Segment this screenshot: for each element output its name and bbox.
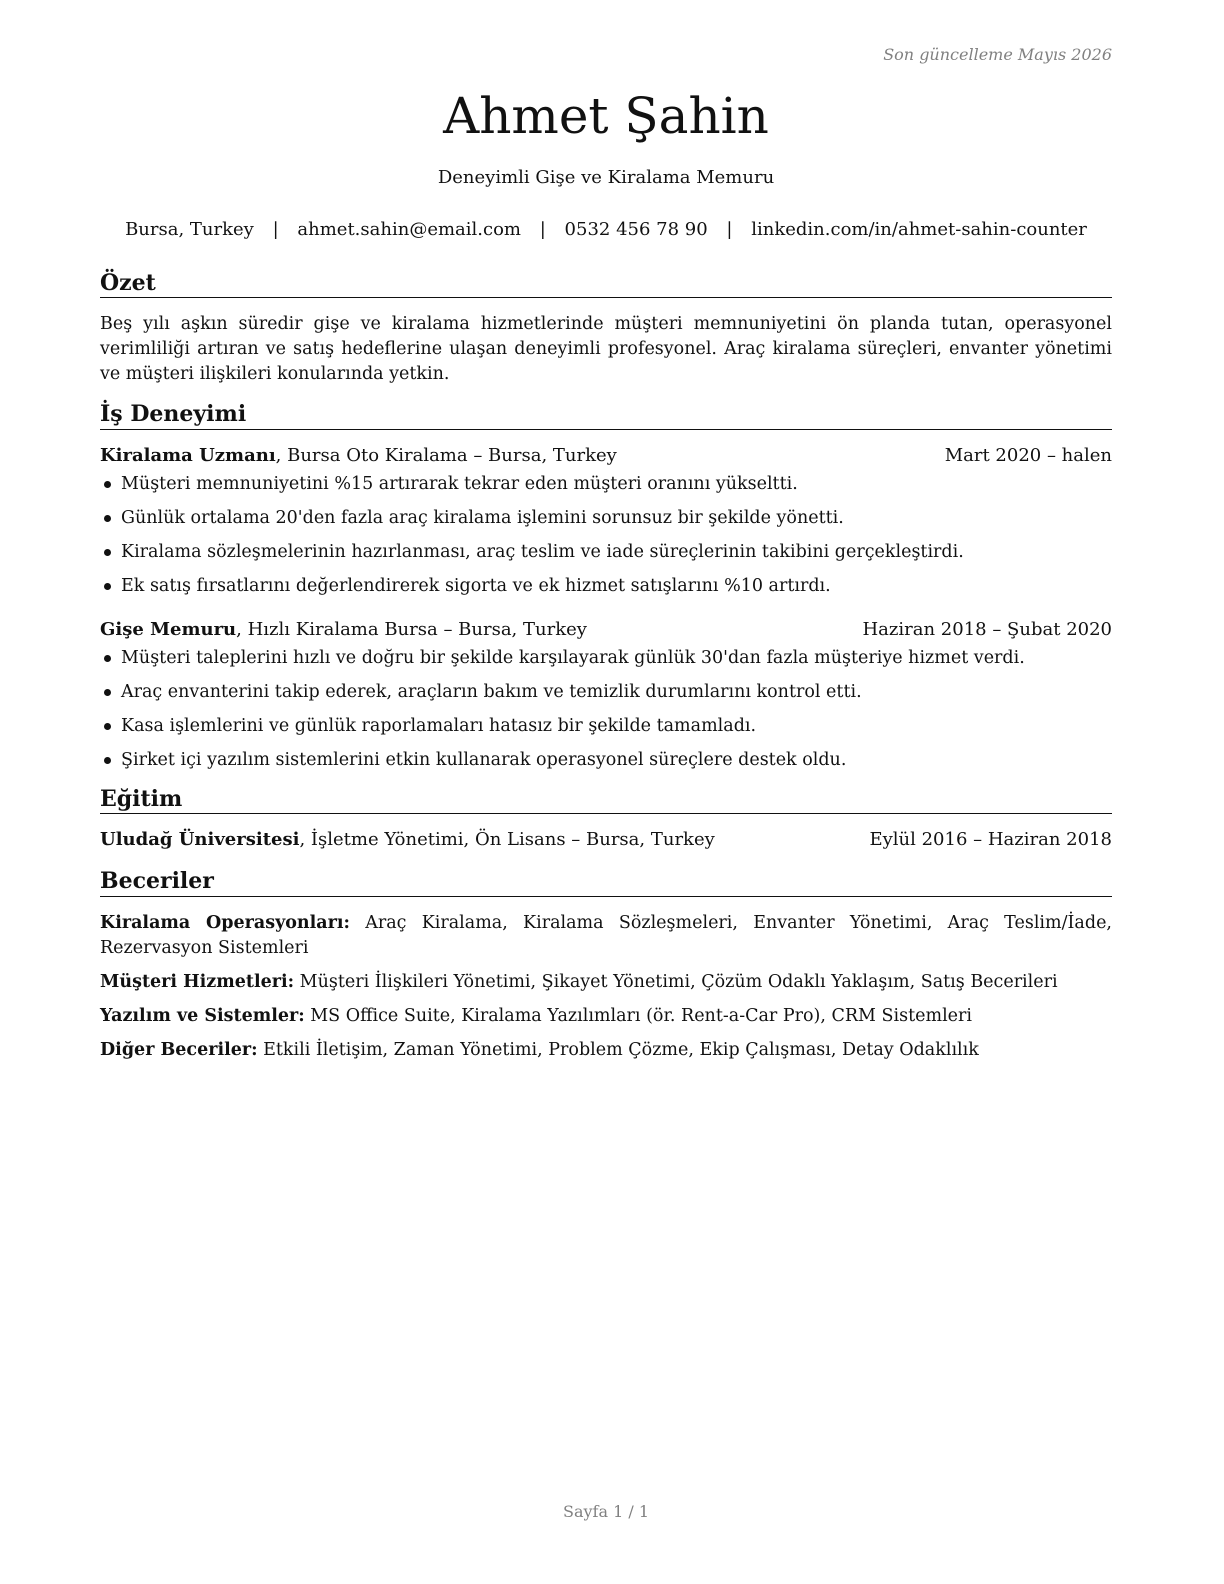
- last-updated-note: Son güncelleme Mayıs 2026: [883, 45, 1112, 64]
- job-header: [100, 618, 1112, 642]
- person-name: Ahmet Şahin: [443, 87, 769, 145]
- job-header: [100, 444, 1112, 468]
- education-school: Uludağ Üniversitesi: [100, 829, 300, 851]
- list-item: Ek satış fırsatlarını değerlendirerek sigorta ve ek hizmet satışlarını %10 artırdı.: [100, 574, 1112, 598]
- contact-email[interactable]: ahmet.sahin@email.com: [297, 219, 521, 240]
- skill-group: [100, 970, 1112, 995]
- contact-separator: |: [539, 219, 546, 240]
- list-item: Müşteri taleplerini hızlı ve doğru bir şekilde karşılayarak günlük 30'dan fazla müşteriye hizmet verdi.: [100, 646, 1112, 670]
- education-section-title: Eğitim: [100, 786, 1112, 814]
- education-entry: [100, 828, 1112, 852]
- skill-group-label: Kiralama Operasyonları:: [100, 912, 350, 933]
- job-entry: [100, 618, 1112, 772]
- resume-content: [100, 270, 1112, 1072]
- contact-linkedin[interactable]: linkedin.com/in/ahmet-sahin-counter: [751, 219, 1087, 240]
- resume-page: [100, 0, 1112, 1584]
- job-title-subtitle: Deneyimli Gişe ve Kiralama Memuru: [437, 167, 775, 188]
- job-role: Gişe Memuru: [100, 618, 237, 640]
- job-entry: [100, 444, 1112, 598]
- skill-group-items: Etkili İletişim, Zaman Yönetimi, Problem Çözme, Ekip Çalışması, Detay Odaklılık: [257, 1039, 979, 1060]
- page-number-footer: Sayfa 1 / 1: [562, 1502, 649, 1521]
- education-dates: Eylül 2016 – Haziran 2018: [869, 829, 1112, 851]
- contact-separator: |: [726, 219, 733, 240]
- skill-group-items: Müşteri İlişkileri Yönetimi, Şikayet Yönetimi, Çözüm Odaklı Yaklaşım, Satış Becerileri: [294, 971, 1058, 992]
- skill-group: [100, 1004, 1112, 1029]
- list-item: Araç envanterini takip ederek, araçların bakım ve temizlik durumlarını kontrol etti.: [100, 680, 1112, 704]
- list-item: Kiralama sözleşmelerinin hazırlanması, araç teslim ve iade süreçlerinin takibini gerçekleştirdi.: [100, 540, 1112, 564]
- job-company: , Bursa Oto Kiralama – Bursa, Turkey: [275, 444, 617, 466]
- education-details: , İşletme Yönetimi, Ön Lisans – Bursa, Turkey: [299, 829, 715, 851]
- skills-section-title: Beceriler: [100, 868, 1112, 896]
- job-dates: Haziran 2018 – Şubat 2020: [862, 618, 1112, 640]
- contact-location: Bursa, Turkey: [125, 219, 254, 240]
- job-bullets: [100, 646, 1112, 772]
- skill-group-label: Yazılım ve Sistemler:: [100, 1005, 305, 1026]
- list-item: Günlük ortalama 20'den fazla araç kiralama işlemini sorunsuz bir şekilde yönetti.: [100, 506, 1112, 530]
- skill-group-items: Araç Kiralama, Kiralama Sözleşmeleri, Envanter Yönetimi, Araç Teslim/İade, Rezervasyon Sistemleri: [100, 912, 1112, 958]
- contact-line: [100, 219, 1112, 240]
- skill-group-items: MS Office Suite, Kiralama Yazılımları (ör. Rent-a-Car Pro), CRM Sistemleri: [304, 1005, 973, 1026]
- skill-group: [100, 1038, 1112, 1063]
- skill-group-label: Müşteri Hizmetleri:: [100, 971, 295, 992]
- list-item: Şirket içi yazılım sistemlerini etkin kullanarak operasyonel süreçlere destek oldu.: [100, 748, 1112, 772]
- skill-group: [100, 911, 1112, 961]
- job-bullets: [100, 472, 1112, 598]
- job-dates: Mart 2020 – halen: [944, 444, 1112, 466]
- skill-group-label: Diğer Beceriler:: [100, 1039, 258, 1060]
- job-role: Kiralama Uzmanı: [100, 444, 276, 466]
- contact-separator: |: [272, 219, 279, 240]
- summary-section-title: Özet: [100, 270, 1112, 298]
- summary-text: Beş yılı aşkın süredir gişe ve kiralama hizmetlerinde müşteri memnuniyetini ön planda tutan, operasyonel verimliliği artıran ve satış hedeflerine ulaşan deneyimli profesyonel. Araç kiralama süreçleri, envanter yönetimi ve müşteri ilişkileri konularında yetkin.: [100, 314, 1112, 385]
- skills-list: [100, 911, 1112, 1063]
- list-item: Kasa işlemlerini ve günlük raporlamaları hatasız bir şekilde tamamladı.: [100, 714, 1112, 738]
- contact-phone: 0532 456 78 90: [564, 219, 708, 240]
- list-item: Müşteri memnuniyetini %15 artırarak tekrar eden müşteri oranını yükseltti.: [100, 472, 1112, 496]
- job-company: , Hızlı Kiralama Bursa – Bursa, Turkey: [236, 618, 587, 640]
- experience-section-title: İş Deneyimi: [100, 401, 1112, 429]
